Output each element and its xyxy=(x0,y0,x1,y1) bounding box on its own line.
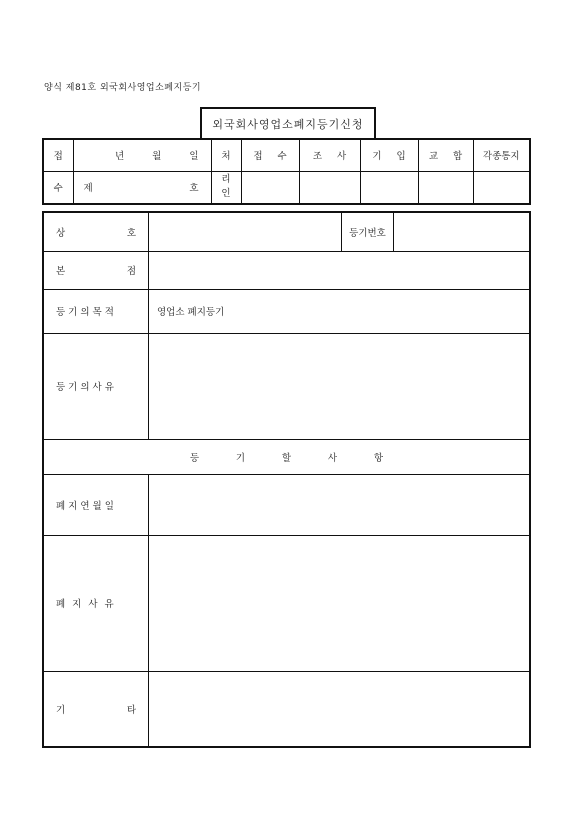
section-header: 등 기 할 사 항 xyxy=(43,439,530,474)
month-label: 월 xyxy=(152,151,162,163)
cheori-label-1: 처 xyxy=(211,139,241,171)
head-office-label: 본 점 xyxy=(43,251,149,289)
other-field[interactable] xyxy=(149,671,531,747)
col-header-josa: 조 사 xyxy=(299,139,360,171)
col-header-gakjong: 각종통지 xyxy=(473,139,530,171)
closure-date-label: 폐지연월일 xyxy=(43,474,149,535)
col-header-jeopsu: 접 수 xyxy=(241,139,299,171)
col-header-giip: 기 입 xyxy=(360,139,418,171)
closure-date-field[interactable] xyxy=(149,474,531,535)
reg-number-field[interactable] xyxy=(394,212,531,251)
reception-table xyxy=(42,138,531,205)
date-cell[interactable] xyxy=(73,139,211,171)
form-number-label: 양식 제81호 외국회사영업소폐지등기 xyxy=(44,83,202,93)
year-label: 년 xyxy=(114,151,125,163)
purpose-field[interactable]: 영업소 폐지등기 xyxy=(149,289,531,333)
closure-reason-field[interactable] xyxy=(149,535,531,671)
gakjong-stamp-field[interactable] xyxy=(473,171,530,204)
other-label: 기 타 xyxy=(43,671,149,747)
form-title: 외국회사영업소폐지등기신청 xyxy=(200,107,376,138)
josa-stamp-field[interactable] xyxy=(299,171,360,204)
reason-field[interactable] xyxy=(149,333,531,439)
number-cell[interactable] xyxy=(73,171,211,204)
reg-number-label: 등기번호 xyxy=(342,212,394,251)
giip-stamp-field[interactable] xyxy=(360,171,418,204)
reason-label: 등기의사유 xyxy=(43,333,149,439)
cheori-label-2: 리 인 xyxy=(211,171,241,204)
gyohap-stamp-field[interactable] xyxy=(418,171,473,204)
trade-name-label: 상 호 xyxy=(43,212,149,251)
reception-label-top: 접 xyxy=(43,139,73,171)
reception-label-bottom: 수 xyxy=(43,171,73,204)
trade-name-field[interactable] xyxy=(149,212,342,251)
day-label: 일 xyxy=(189,151,199,163)
number-suffix: 호 xyxy=(189,183,199,195)
application-table xyxy=(42,211,531,748)
head-office-field[interactable] xyxy=(149,251,531,289)
col-header-gyohap: 교 합 xyxy=(418,139,473,171)
number-prefix: 제 xyxy=(83,183,93,195)
purpose-label: 등기의목적 xyxy=(43,289,149,333)
closure-reason-label: 폐지사유 xyxy=(43,535,149,671)
jeopsu-stamp-field[interactable] xyxy=(241,171,299,204)
